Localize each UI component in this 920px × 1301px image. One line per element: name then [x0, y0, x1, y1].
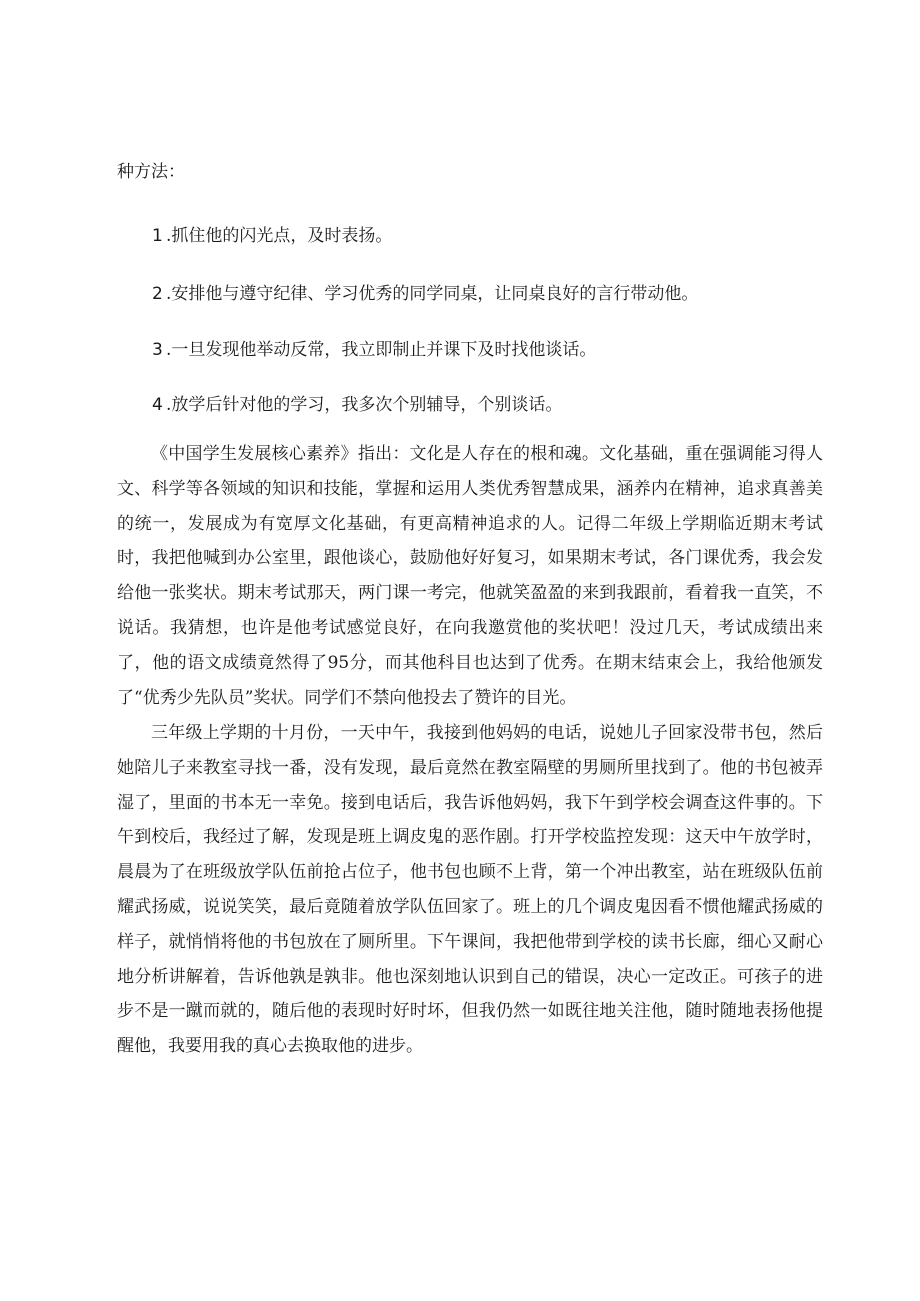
list-text: .安排他与遵守纪律、学习优秀的同学同桌，让同桌良好的言行带动他。 [166, 284, 699, 304]
list-text: .一旦发现他举动反常，我立即制止并课下及时找他谈话。 [166, 340, 597, 360]
intro-line: 种方法： [117, 162, 185, 182]
list-text: .抓住他的闪光点，及时表扬。 [166, 226, 393, 246]
list-number: 1 [152, 226, 163, 246]
paragraph-core-literacy: 《中国学生发展核心素养》指出：文化是人存在的根和魂。文化基础，重在强调能习得人文、科学等各领域的知识和技能，掌握和运用人类优秀智慧成果，涵养内在精神，追求真善美的统一，发展成为有宽厚文化基础，有更高精神追求的人。记得二年级上学期临近期末考试时，我把他喊到办公室里，跟他谈心，鼓励他好好复习，如果期末考试，各门课优秀，我会发给他一张奖状。期末考试那天，两门课一考完，他就笑盈盈的来到我跟前，看着我一直笑，不说话。我猜想，也许是他考试感觉良好，在向我邀赏他的奖状吧！没过几天，考试成绩出来了，他的语文成绩竟然得了95分，而其他科目也达到了优秀。在期末结束会上，我给他颁发了“优秀少先队员”奖状。同学们不禁向他投去了赞许的目光。 [117, 444, 823, 708]
list-number: 3 [152, 340, 163, 360]
list-text: .放学后针对他的学习，我多次个别辅导，个别谈话。 [166, 395, 563, 415]
list-number: 4 [152, 395, 163, 415]
list-number: 2 [152, 284, 163, 304]
list-item-2 [152, 282, 698, 306]
list-item-4 [152, 393, 562, 417]
list-item-1 [152, 224, 392, 248]
list-item-3 [152, 338, 596, 362]
paragraph-schoolbag-incident: 三年级上学期的十月份，一天中午，我接到他妈妈的电话，说她儿子回家没带书包，然后她陪儿子来教室寻找一番，没有发现，最后竟然在教室隔壁的男厕所里找到了。他的书包被弄湿了，里面的书本无一幸免。接到电话后，我告诉他妈妈，我下午到学校会调查这件事的。下午到校后，我经过了解，发现是班上调皮鬼的恶作剧。打开学校监控发现：这天中午放学时，晨晨为了在班级放学队伍前抢占位子，他书包也顾不上背，第一个冲出教室，站在班级队伍前耀武扬威，说说笑笑，最后竟随着放学队伍回家了。班上的几个调皮鬼因看不惯他耀武扬威的样子，就悄悄将他的书包放在了厕所里。下午课间，我把他带到学校的读书长廊，细心又耐心地分析讲解着，告诉他孰是孰非。他也深刻地认识到自己的错误，决心一定改正。可孩子的进步不是一蹴而就的，随后他的表现时好时坏，但我仍然一如既往地关注他，随时随地表扬他提醒他，我要用我的真心去换取他的进步。 [117, 723, 823, 1057]
